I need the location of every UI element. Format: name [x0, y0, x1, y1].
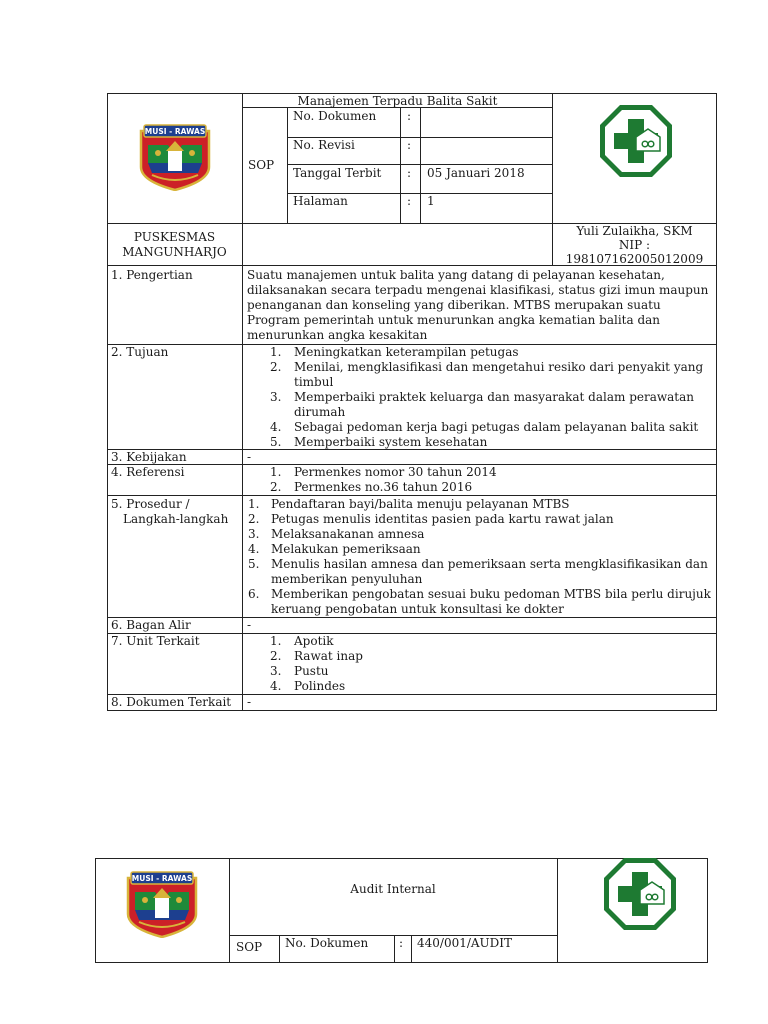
text-line: dilaksanakan secara terpadu mengenai klasifikasi, status gizi imun maupun — [247, 283, 709, 297]
content-col-divider — [242, 265, 243, 711]
sop-document — [107, 93, 717, 711]
logo-banner-text: MUSI - RAWAS — [144, 127, 206, 136]
puskesmas-logo — [598, 103, 674, 179]
audit-divider — [411, 935, 412, 963]
signer-name: Yuli Zulaikha, SKM — [576, 224, 693, 238]
list-number: 2. — [270, 360, 282, 374]
org-name-line2: MANGUNHARJO — [122, 245, 227, 259]
list-item: Permenkes nomor 30 tahun 2014 — [294, 465, 497, 479]
regency-logo — [125, 870, 199, 938]
list-number: 5. — [270, 435, 282, 449]
dokumen-terkait-value: - — [247, 695, 252, 709]
field-value-col — [420, 107, 421, 223]
list-number: 4. — [270, 420, 282, 434]
field-sep: : — [407, 166, 412, 180]
signer-nip: 198107162005012009 — [565, 252, 704, 266]
list-item: Apotik — [294, 634, 334, 648]
section-label-kebijakan: 3. Kebijakan — [111, 450, 187, 464]
list-item: Permenkes no.36 tahun 2016 — [294, 480, 473, 494]
audit-sop-label: SOP — [236, 940, 263, 954]
audit-divider — [394, 935, 395, 963]
list-number: 1. — [270, 345, 282, 359]
list-item: Polindes — [294, 679, 346, 693]
kebijakan-value: - — [247, 450, 252, 464]
list-number: 2. — [270, 649, 282, 663]
text-line: menurunkan angka kesakitan — [247, 328, 428, 342]
field-value-tanggal-terbit: 05 Januari 2018 — [427, 166, 525, 180]
audit-title: Audit Internal — [350, 882, 436, 896]
audit-doc-sep: : — [399, 936, 404, 950]
audit-divider — [279, 935, 280, 963]
field-sep: : — [407, 109, 412, 123]
sop-label: SOP — [248, 158, 275, 172]
regency-logo — [138, 123, 212, 191]
list-item: Memperbaiki system kesehatan — [294, 435, 488, 449]
section-label-pengertian: 1. Pengertian — [111, 268, 193, 282]
list-item: Menilai, mengklasifikasi dan mengetahui resiko dari penyakit yang — [294, 360, 704, 374]
list-item-cont: memberikan penyuluhan — [271, 572, 423, 586]
field-label-halaman: Halaman — [293, 194, 348, 208]
section-label-prosedur: 5. Prosedur / — [111, 497, 190, 511]
list-number: 3. — [270, 664, 282, 678]
list-item: Memberikan pengobatan sesuai buku pedoman MTBS bila perlu dirujuk — [271, 587, 711, 601]
field-sep: : — [407, 138, 412, 152]
list-item: Pendaftaran bayi/balita menuju pelayanan MTBS — [271, 497, 570, 511]
bagan-alir-value: - — [247, 618, 252, 632]
text-line: Program pemerintah untuk menurunkan angka kematian balita dan — [247, 313, 661, 327]
list-item: Melakukan pemeriksaan — [271, 542, 421, 556]
field-row-line — [287, 164, 552, 165]
list-item: Petugas menulis identitas pasien pada kartu rawat jalan — [271, 512, 614, 526]
list-number: 1. — [270, 465, 282, 479]
section-label-tujuan: 2. Tujuan — [111, 345, 169, 359]
text-line: Suatu manajemen untuk balita yang datang di pelayanan kesehatan, — [247, 268, 665, 282]
list-item-cont: keruang pengobatan untuk konsultasi ke dokter — [271, 602, 564, 616]
list-item: Meningkatkan keterampilan petugas — [294, 345, 519, 359]
list-item: Sebagai pedoman kerja bagi petugas dalam pelayanan balita sakit — [294, 420, 699, 434]
signer-nip-label: NIP : — [618, 238, 651, 252]
list-number: 4. — [270, 679, 282, 693]
list-item: Pustu — [294, 664, 329, 678]
text-line: penanganan dan konseling yang diberikan. MTBS merupakan suatu — [247, 298, 661, 312]
section-label-bagan-alir: 6. Bagan Alir — [111, 618, 191, 632]
org-name-line1: PUSKESMAS — [133, 230, 216, 244]
list-number: 3. — [248, 527, 260, 541]
sop-divider — [287, 107, 288, 223]
list-number: 1. — [248, 497, 260, 511]
pengertian-text — [247, 268, 708, 343]
field-value-halaman: 1 — [427, 194, 435, 208]
row-line — [107, 617, 717, 618]
list-item: Memperbaiki praktek keluarga dan masyarakat dalam perawatan — [294, 390, 695, 404]
audit-doc-value: 440/001/AUDIT — [417, 936, 513, 950]
field-label-tanggal-terbit: Tanggal Terbit — [293, 166, 382, 180]
section-label-dokumen-terkait: 8. Dokumen Terkait — [111, 695, 232, 709]
field-label-no-dokumen: No. Dokumen — [293, 109, 377, 123]
list-item: Melaksanakanan amnesa — [271, 527, 425, 541]
list-number: 4. — [248, 542, 260, 556]
field-sep: : — [407, 194, 412, 208]
section-label-referensi: 4. Referensi — [111, 465, 185, 479]
audit-divider — [557, 858, 558, 963]
field-sep-col — [400, 107, 401, 223]
list-item-cont: timbul — [294, 375, 334, 389]
list-number: 5. — [248, 557, 260, 571]
list-item: Menulis hasilan amnesa dan pemeriksaan serta mengklasifikasikan dan — [271, 557, 708, 571]
audit-doc-label: No. Dokumen — [285, 936, 369, 950]
header-divider — [242, 93, 243, 266]
section-label-prosedur-2: Langkah-langkah — [123, 512, 229, 526]
audit-divider — [229, 858, 230, 963]
title-underline — [243, 107, 552, 108]
list-number: 1. — [270, 634, 282, 648]
audit-header — [95, 858, 708, 963]
document-title: Manajemen Terpadu Balita Sakit — [297, 94, 498, 108]
logo-banner-text: MUSI - RAWAS — [131, 874, 193, 883]
list-item: Rawat inap — [294, 649, 363, 663]
list-number: 3. — [270, 390, 282, 404]
field-label-no-revisi: No. Revisi — [293, 138, 355, 152]
puskesmas-logo — [602, 856, 678, 932]
section-label-unit-terkait: 7. Unit Terkait — [111, 634, 200, 648]
list-number: 2. — [270, 480, 282, 494]
list-number: 2. — [248, 512, 260, 526]
list-item-cont: dirumah — [294, 405, 346, 419]
row-line — [107, 495, 717, 496]
list-number: 6. — [248, 587, 260, 601]
